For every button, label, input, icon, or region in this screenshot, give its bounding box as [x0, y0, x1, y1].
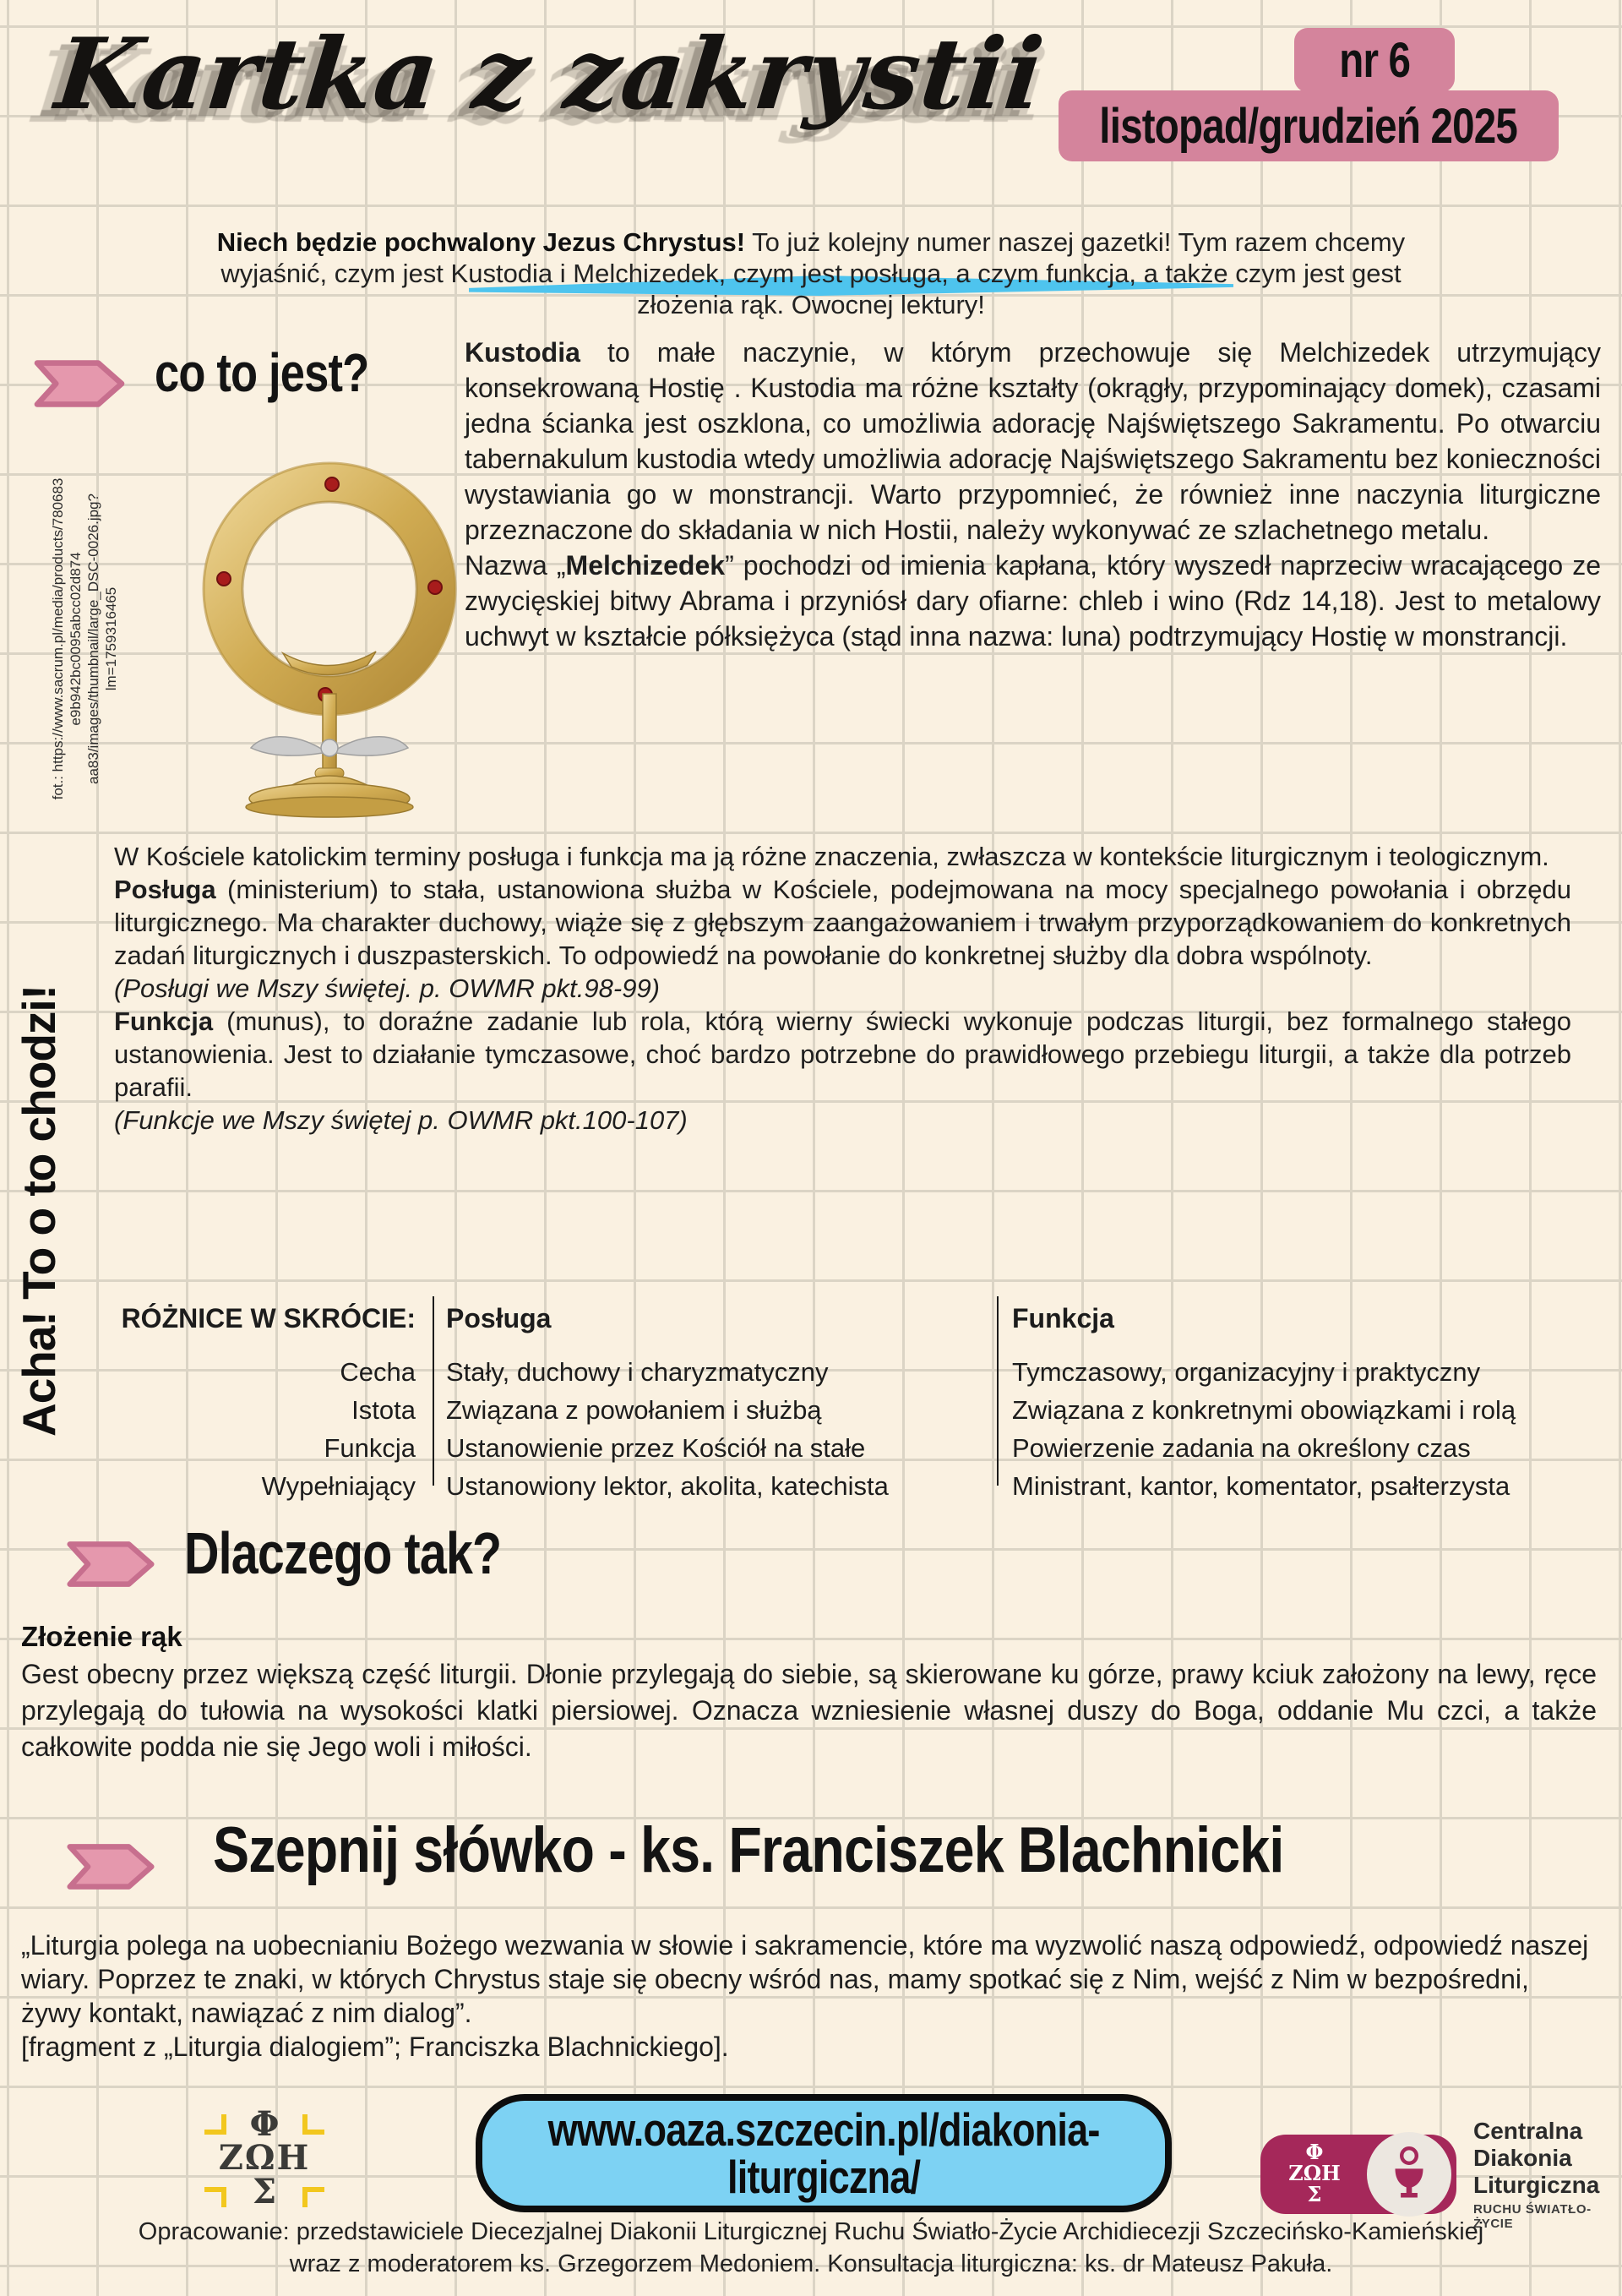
funkcja-definition: (munus), to doraźne zadanie lub rola, którą wierny świecki wykonuje podczas liturgii, bez formalnego stałego ustanowienia. Jest to działanie tymczasowe, choć bardzo potrzebne do prawidłowego przebiegu liturgii, a także dla potrzeb parafii.	[114, 1006, 1571, 1102]
newsletter-title: Kartka z zakrystii	[51, 17, 1050, 132]
logo-foska-phi: Φ	[1305, 2140, 1324, 2164]
intro-paragraph	[25, 226, 1597, 320]
pink-arrow-icon	[63, 1540, 158, 1589]
table-corner-header: RÓŻNICE W SKRÓCIE:	[121, 1303, 416, 1333]
kustodia-paragraphs	[465, 335, 1601, 654]
terms-intro-paragraph: W Kościele katolickim terminy posługa i funkcja ma ją różne znaczenia, zwłaszcza w kontekście liturgicznym i teologicznym.	[114, 842, 1549, 871]
posluga-term: Posługa	[114, 875, 216, 904]
kustodia-ring	[204, 463, 455, 715]
intro-greeting: Niech będzie pochwalony Jezus Chrystus!	[216, 227, 746, 257]
section-heading-co-to-jest	[155, 341, 416, 404]
table-cell: Powierzenie zadania na określony czas	[1012, 1433, 1471, 1463]
issue-date-label: listopad/grudzień 2025	[1099, 98, 1518, 154]
posluga-funkcja-paragraphs	[114, 840, 1571, 1137]
vertical-label-text: Acha! To o to chodzi!	[13, 984, 65, 1437]
posluga-definition: (ministerium) to stała, ustanowiona służba w Kościele, podejmowana na mocy specjalnego powołania i obrzędu liturgicznego. Ma charakter duchowy, wiąże się z głębszym zaangażowaniem i trwałym przyporządkowaniem do konkretnych zadań liturgicznych i duszpasterskich. To odpowiedź na powołanie do konkretnej służby dla dobra wspólnoty.	[114, 875, 1571, 970]
table-col-header-funkcja: Funkcja	[1012, 1303, 1114, 1333]
melchizedek-term: Melchizedek	[565, 550, 726, 581]
logo-line-3: RUCHU ŚWIATŁO-ŻYCIE	[1473, 2202, 1592, 2231]
issue-date-badge	[1059, 90, 1559, 161]
funkcja-term: Funkcja	[114, 1006, 214, 1036]
credits-line-2: wraz z moderatorem ks. Grzegorzem Medoniem. Konsultacja liturgiczna: ks. dr Mateusz Pakuła.	[289, 2250, 1333, 2277]
intro-line-3: złożenia rąk. Owocnej lektury!	[637, 290, 985, 319]
blachnicki-quote	[21, 1928, 1592, 2064]
intro-line-1-rest: To już kolejny numer naszej gazetki! Tym razem chcemy	[745, 227, 1406, 257]
logo-line-1: Centralna	[1473, 2118, 1583, 2144]
logo-wordmark	[1473, 2118, 1622, 2231]
pink-arrow-icon	[32, 358, 127, 409]
logo-line-2: Diakonia Liturgiczna	[1473, 2145, 1600, 2198]
kustodia-stand	[246, 694, 413, 817]
kustodia-term: Kustodia	[465, 337, 580, 368]
table-cell: Ministrant, kantor, komentator, psałterzysta	[1012, 1471, 1510, 1501]
heading-text: co to jest?	[155, 342, 369, 403]
foska-zoe: ΖΩΗ	[218, 2138, 311, 2178]
table-cell: Związana z konkretnymi obowiązkami i rolą	[1012, 1395, 1516, 1425]
posluga-reference: (Posługi we Mszy świętej. p. OWMR pkt.98-99)	[114, 973, 661, 1003]
section-heading-dlaczego-tak	[184, 1519, 571, 1587]
logo-foska-zoe: ΖΩΗ	[1288, 2161, 1341, 2185]
heading-text: Dlaczego tak?	[184, 1520, 502, 1586]
section-heading-szepnij-slowko	[213, 1813, 1284, 1887]
issue-number-badge	[1294, 28, 1455, 92]
issue-number-label: nr 6	[1339, 32, 1410, 88]
table-divider	[997, 1296, 999, 1486]
foska-sigma: Σ	[252, 2172, 277, 2211]
table-cell: Związana z powołaniem i służbą	[446, 1395, 822, 1425]
intro-line-1	[25, 226, 1597, 258]
photo-credit-line: aa83/images/thumbnail/large_DSC-0026.jpg?	[85, 494, 101, 784]
photo-credit-line: e9b942bc0095abcc02d874	[68, 552, 84, 726]
table-cell: Stały, duchowy i charyzmatyczny	[446, 1357, 829, 1387]
section-arrow-icon	[63, 1540, 158, 1589]
intro-line-2: wyjaśnić, czym jest Kustodia i Melchizedek, czym jest posługa, a czym funkcja, a także czym jest gest	[220, 259, 1402, 288]
website-url-line: liturgiczna/	[727, 2151, 921, 2203]
logo-foska-symbol	[1276, 2141, 1353, 2205]
kustodia-paragraph	[465, 335, 1601, 548]
central-diakonia-logo	[1260, 2118, 1622, 2231]
zlozenie-rak-paragraph: Gest obecny przez większą część liturgii. Dłonie przylegają do siebie, są skierowane ku górze, prawy kciuk założony na lewy, ręce przylegają do tułowia na wysokości klatki piersiowej. Oznacza wzniesienie własnej duszy do Boga, oddanie Mu czci, a także całkowite podda nie się Jego woli i miłości.	[21, 1659, 1597, 1762]
credits-line-1: Opracowanie: przedstawiciele Diecezjalnej Diakonii Liturgicznej Ruchu Światło-Życie Archidiecezji Szczecińsko-Kamieńskiej	[138, 2218, 1484, 2245]
section-arrow-icon	[32, 358, 127, 409]
melchizedek-paragraph	[465, 548, 1601, 654]
melchizedek-definition: ” pochodzi od imienia kapłana, który wyszedł naprzeciw wracającego ze zwycięskiej bitwy Abrama i przyniósł dary ofiarne: chleb i wino (Rdz 14,18). Jest to metalowy uchwyt w kształcie półksiężyca (stąd inna nazwa: luna) podtrzymujący Hostię w monstrancji.	[465, 550, 1602, 652]
photo-credit	[44, 404, 162, 877]
vertical-section-label	[12, 835, 66, 1437]
table-row-label: Cecha	[340, 1357, 416, 1387]
credits-footer	[0, 2216, 1622, 2280]
posluga-paragraph	[114, 873, 1571, 972]
kustodia-photo	[156, 452, 503, 820]
logo-foska-sigma: Σ	[1307, 2182, 1322, 2206]
photo-credit-line: lm=1759316465	[103, 586, 119, 691]
melchizedek-prefix: Nazwa „	[465, 550, 566, 581]
logo-emblem	[1260, 2135, 1456, 2214]
table-divider	[433, 1296, 434, 1486]
table-row-label: Istota	[351, 1395, 416, 1425]
quote-paragraph: „Liturgia polega na uobecnianiu Bożego wezwania w słowie i sakramencie, które ma wyzwolić naszą odpowiedź, odpowiedź naszej wiary. Poprzez te znaki, w których Chrystus staje się obecny wśród nas, mamy spotkać się z Nim, wejść z Nim w bezpośredni, żywy kontakt, nawiązać z nim dialog”.	[21, 1930, 1589, 2028]
website-url-line: www.oaza.szczecin.pl/diakonia-	[547, 2103, 1100, 2156]
table-col-header-posluga: Posługa	[446, 1303, 552, 1333]
kustodia-definition: to małe naczynie, w którym przechowuje się Melchizedek utrzymujący konsekrowaną Hostię . Kustodia ma różne kształty (okrągły, przypominający domek), czasami jedna ścianka jest oszklona, co umożliwia adorację Najświętszego Sakramentu. Po otwarciu tabernakulum kustodia wtedy umożliwia adorację Najświętszego Sakramentu bez konieczności wystawiania go w monstrancji. Warto przypomnieć, że również inne naczynia liturgiczne przeznaczone do składania w nich Hostii, należy wykonywać ze szlachetnego metalu.	[465, 337, 1601, 545]
zlozenie-rak-subheading: Złożenie rąk	[21, 1621, 182, 1652]
photo-credit-line: fot.: https://www.sacrum.pl/media/products/780683	[50, 477, 66, 800]
foska-phi: Φ	[249, 2104, 280, 2144]
funkcja-reference: (Funkcje we Mszy świętej p. OWMR pkt.100-107)	[114, 1105, 688, 1135]
section-arrow-icon	[63, 1842, 158, 1891]
light-life-symbol	[184, 2104, 345, 2211]
website-link-box[interactable]	[476, 2094, 1172, 2212]
pink-arrow-icon	[63, 1842, 158, 1891]
table-row-label: Funkcja	[324, 1433, 416, 1463]
quote-source: [fragment z „Liturgia dialogiem”; Franciszka Blachnickiego].	[21, 2031, 729, 2062]
funkcja-paragraph	[114, 1005, 1571, 1104]
table-cell: Ustanowiony lektor, akolita, katechista	[446, 1471, 889, 1501]
table-row-label: Wypełniający	[261, 1471, 416, 1501]
differences-table	[63, 1300, 1597, 1505]
table-cell: Tymczasowy, organizacyjny i praktyczny	[1012, 1357, 1481, 1387]
table-cell: Ustanowienie przez Kościół na stałe	[446, 1433, 866, 1463]
heading-text: Szepnij słówko - ks. Franciszek Blachnicki	[213, 1814, 1284, 1886]
chalice-icon	[1367, 2132, 1451, 2217]
